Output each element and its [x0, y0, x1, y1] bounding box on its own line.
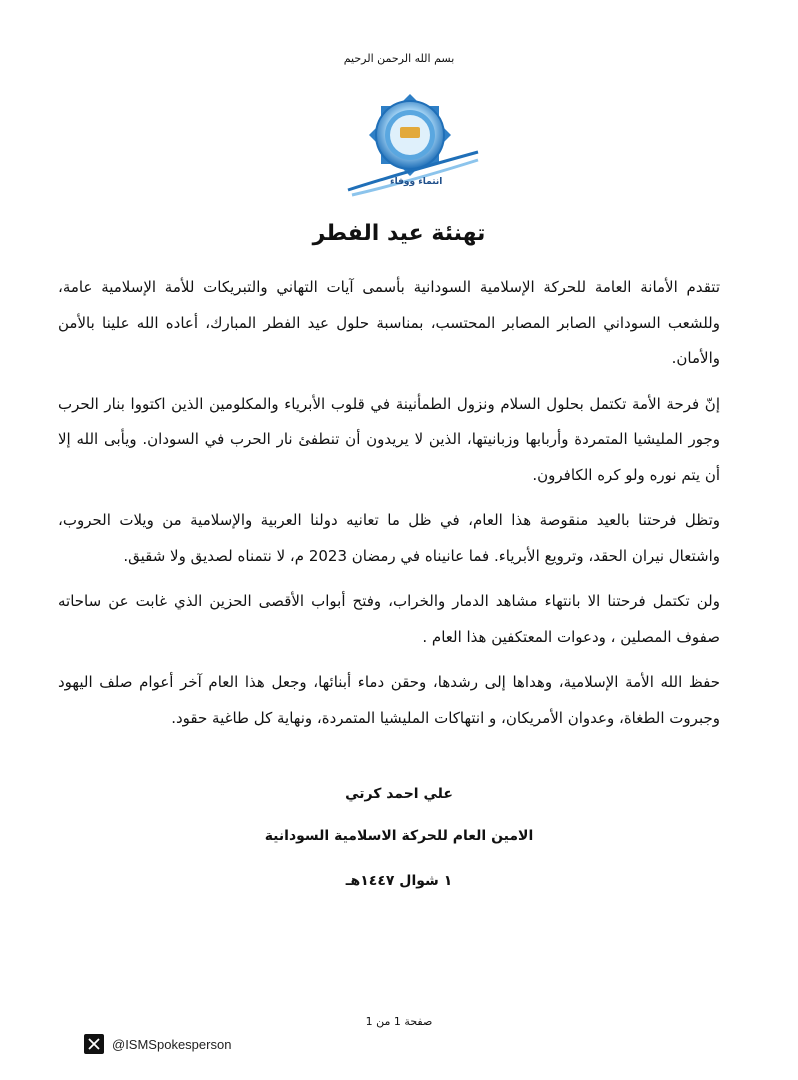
signature-role: الامين العام للحركة الاسلامية السودانية: [264, 828, 534, 844]
organization-logo: [338, 90, 483, 200]
signature-name: علي احمد كرتي: [345, 786, 453, 802]
paragraph: تتقدم الأمانة العامة للحركة الإسلامية السودانية بأسمى آيات التهاني والتبريكات للأمة الإسلامية عامة، وللشعب السوداني الصابر المصابر المحتسب، بمناسبة حلول عيد الفطر المبارك، أعاده الله علينا بالأمن والأمان.: [58, 278, 720, 367]
x-logo-icon: [84, 1034, 104, 1054]
page-number: صفحة 1 من 1: [365, 1015, 433, 1028]
document-body: [58, 270, 720, 746]
paragraph: وتظل فرحتنا بالعيد منقوصة هذا العام، في ظل ما تعانيه دولنا العربية والإسلامية من ويلات الحروب، واشتعال نيران الحقد، وترويع الأبرياء. فما عانيناه في رمضان 2023 م، لا نتمناه لصديق ولا شقيق.: [58, 511, 720, 565]
document-title: تهنئة عيد الفطر: [312, 221, 486, 246]
basmala: بسم الله الرحمن الرحيم: [343, 52, 455, 65]
logo-text: انتماء ووفاء: [390, 177, 443, 187]
handle-text: @ISMSpokesperson: [112, 1036, 232, 1052]
paragraph: إنّ فرحة الأمة تكتمل بحلول السلام ونزول الطمأنينة في قلوب الأبرياء والمكلومين الذين اكتووا بنار الحرب وجور المليشيا المتمردة وأربابها وزبانيتها، الذين لا يريدون أن تنطفئ نار الحرب في السودان. ويأبى الله إلا أن يتم نوره ولو كره الكافرون.: [58, 394, 720, 484]
signature-date: ١ شوال ١٤٤٧هـ: [345, 873, 453, 889]
paragraph: حفظ الله الأمة الإسلامية، وهداها إلى رشدها، وحقن دماء أبنائها، وجعل هذا العام آخر أعوام صلف اليهود وجبروت الطغاة، وعدوان الأمريكان، و انتهاكات المليشيا المتمردة، ونهاية كل طاغية حقود.: [58, 673, 720, 727]
social-handle[interactable]: [84, 1032, 231, 1056]
paragraph: ولن تكتمل فرحتنا الا بانتهاء مشاهد الدمار والخراب، وفتح أبواب الأقصى الحزين الذي غابت عن ساحاته صفوف المصلين ، ودعوات المعتكفين هذا العام .: [58, 592, 720, 646]
